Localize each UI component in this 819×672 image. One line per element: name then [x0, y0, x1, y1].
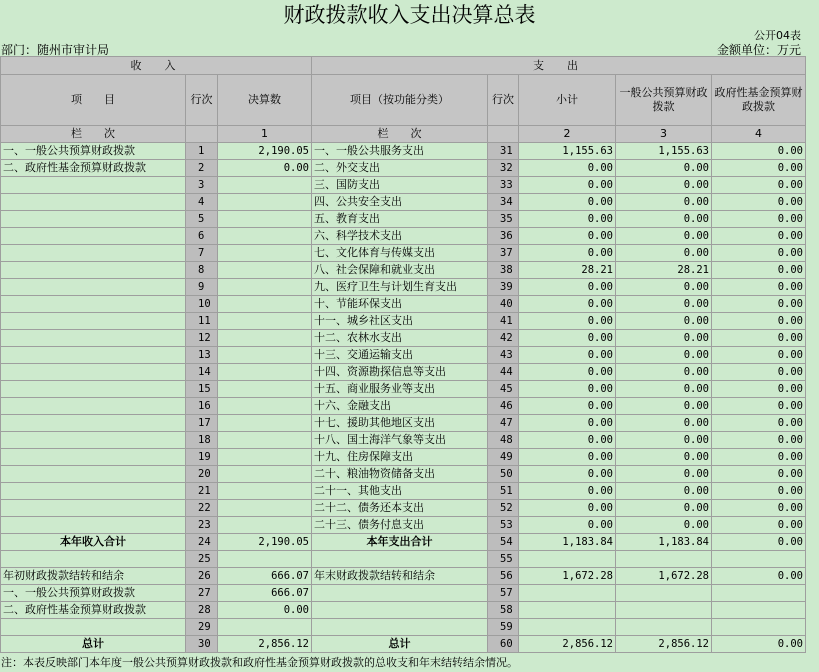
fund-budget-cell: 0.00 [712, 262, 806, 279]
general-budget-cell: 0.00 [616, 449, 712, 466]
fund-budget-cell: 0.00 [712, 398, 806, 415]
income-line-cell: 6 [186, 228, 218, 245]
expense-item-cell: 二十三、债务付息支出 [312, 517, 488, 534]
income-item-cell [1, 500, 186, 517]
general-budget-cell: 0.00 [616, 279, 712, 296]
expense-item-cell: 二十、粮油物资储备支出 [312, 466, 488, 483]
income-line-cell: 11 [186, 313, 218, 330]
income-item-cell [1, 262, 186, 279]
subtotal-cell: 0.00 [519, 279, 616, 296]
expense-item-cell [312, 602, 488, 619]
form-code: 公开04表 [754, 29, 801, 42]
income-item-cell [1, 347, 186, 364]
expense-item-cell: 十三、交通运输支出 [312, 347, 488, 364]
expense-line-cell: 57 [488, 585, 519, 602]
subtotal-cell: 1,672.28 [519, 568, 616, 585]
income-line-cell: 9 [186, 279, 218, 296]
fund-budget-cell: 0.00 [712, 211, 806, 228]
income-line-cell: 16 [186, 398, 218, 415]
income-amount-cell [218, 330, 312, 347]
income-item-cell [1, 415, 186, 432]
subtotal-cell: 0.00 [519, 466, 616, 483]
income-item-cell: 一、一般公共预算财政拨款 [1, 143, 186, 160]
general-budget-cell: 0.00 [616, 211, 712, 228]
income-line-cell: 24 [186, 534, 218, 551]
income-amount-cell [218, 262, 312, 279]
subtotal-cell: 0.00 [519, 160, 616, 177]
table-row [1, 381, 806, 398]
income-amount-cell: 2,856.12 [218, 636, 312, 653]
table-row [1, 330, 806, 347]
expense-line-cell: 32 [488, 160, 519, 177]
unit-label: 金额单位：万元 [716, 43, 801, 57]
footnote: 注：本表反映部门本年度一般公共预算财政拨款和政府性基金预算财政拨款的总收支和年末结转结余情况。 [1, 656, 518, 669]
expense-line-cell: 35 [488, 211, 519, 228]
income-amount-cell: 0.00 [218, 160, 312, 177]
expense-line-cell: 51 [488, 483, 519, 500]
income-amount-cell [218, 432, 312, 449]
expense-item-cell: 六、科学技术支出 [312, 228, 488, 245]
fund-budget-cell: 0.00 [712, 381, 806, 398]
expense-item-cell: 五、教育支出 [312, 211, 488, 228]
expense-line-cell: 47 [488, 415, 519, 432]
general-budget-cell: 0.00 [616, 432, 712, 449]
fund-budget-cell: 0.00 [712, 160, 806, 177]
expense-line-cell: 60 [488, 636, 519, 653]
income-line-cell: 1 [186, 143, 218, 160]
fund-budget-cell: 0.00 [712, 177, 806, 194]
expense-line-cell: 38 [488, 262, 519, 279]
income-item-cell [1, 330, 186, 347]
line2-header: 行次 [488, 75, 519, 126]
expense-item-cell: 十五、商业服务业等支出 [312, 381, 488, 398]
expense-line-cell: 36 [488, 228, 519, 245]
general-budget-cell: 0.00 [616, 313, 712, 330]
subtotal-cell: 0.00 [519, 313, 616, 330]
expense-line-cell: 42 [488, 330, 519, 347]
subtotal-cell: 0.00 [519, 245, 616, 262]
expense-line-cell: 59 [488, 619, 519, 636]
budget-table [0, 56, 806, 653]
subtotal-cell: 0.00 [519, 296, 616, 313]
table-row [1, 347, 806, 364]
col-blank-2 [488, 126, 519, 143]
income-amount-cell [218, 245, 312, 262]
summary-row [1, 636, 806, 653]
expense-item-cell: 十六、金融支出 [312, 398, 488, 415]
table-row [1, 449, 806, 466]
expense-item-cell: 总计 [312, 636, 488, 653]
expense-line-cell: 46 [488, 398, 519, 415]
expense-item-cell [312, 585, 488, 602]
general-budget-cell: 1,155.63 [616, 143, 712, 160]
fund-budget-cell: 0.00 [712, 483, 806, 500]
income-amount-cell [218, 500, 312, 517]
income-line-cell: 30 [186, 636, 218, 653]
table-row [1, 432, 806, 449]
expense-line-cell: 44 [488, 364, 519, 381]
income-amount-cell [218, 347, 312, 364]
subtotal-cell: 0.00 [519, 211, 616, 228]
subtotal-cell [519, 619, 616, 636]
subtotal-cell: 0.00 [519, 330, 616, 347]
expense-line-cell: 31 [488, 143, 519, 160]
income-item-cell [1, 364, 186, 381]
expense-item-cell: 二十一、其他支出 [312, 483, 488, 500]
table-row [1, 500, 806, 517]
col-index-1: 1 [218, 126, 312, 143]
general-budget-cell: 0.00 [616, 398, 712, 415]
income-amount-cell [218, 415, 312, 432]
income-item-cell [1, 398, 186, 415]
income-line-cell: 27 [186, 585, 218, 602]
fund-budget-header: 政府性基金预算财政拨款 [712, 75, 806, 126]
income-item-cell [1, 194, 186, 211]
income-line-cell: 4 [186, 194, 218, 211]
income-line-cell: 19 [186, 449, 218, 466]
expense-line-cell: 33 [488, 177, 519, 194]
fund-budget-cell: 0.00 [712, 245, 806, 262]
general-budget-cell: 0.00 [616, 415, 712, 432]
fund-budget-cell: 0.00 [712, 534, 806, 551]
expense-item-cell: 七、文化体育与传媒支出 [312, 245, 488, 262]
fund-budget-cell [712, 551, 806, 568]
summary-row [1, 551, 806, 568]
fund-budget-cell: 0.00 [712, 228, 806, 245]
expense-item-cell: 九、医疗卫生与计划生育支出 [312, 279, 488, 296]
table-row [1, 398, 806, 415]
subtotal-cell: 0.00 [519, 517, 616, 534]
expense-item-cell: 十四、资源勘探信息等支出 [312, 364, 488, 381]
income-line-cell: 12 [186, 330, 218, 347]
expense-line-cell: 45 [488, 381, 519, 398]
income-amount-cell: 0.00 [218, 602, 312, 619]
income-line-cell: 14 [186, 364, 218, 381]
table-row [1, 228, 806, 245]
income-line-cell: 13 [186, 347, 218, 364]
expense-line-cell: 56 [488, 568, 519, 585]
table-row [1, 262, 806, 279]
income-item-cell: 二、政府性基金预算财政拨款 [1, 602, 186, 619]
fund-budget-cell: 0.00 [712, 279, 806, 296]
table-row [1, 517, 806, 534]
fund-budget-cell: 0.00 [712, 330, 806, 347]
department-label: 部门：随州市审计局 [1, 43, 110, 57]
general-budget-cell: 28.21 [616, 262, 712, 279]
expense-line-cell: 55 [488, 551, 519, 568]
general-budget-cell: 0.00 [616, 296, 712, 313]
fund-budget-cell: 0.00 [712, 296, 806, 313]
income-item-cell [1, 228, 186, 245]
income-item-cell [1, 177, 186, 194]
fund-budget-cell: 0.00 [712, 364, 806, 381]
income-amount-cell [218, 228, 312, 245]
expense-line-cell: 50 [488, 466, 519, 483]
fund-budget-cell [712, 585, 806, 602]
income-item-cell [1, 466, 186, 483]
income-item-cell: 二、政府性基金预算财政拨款 [1, 160, 186, 177]
income-amount-cell [218, 296, 312, 313]
fund-budget-cell [712, 619, 806, 636]
expense-line-cell: 49 [488, 449, 519, 466]
fund-budget-cell: 0.00 [712, 313, 806, 330]
subtotal-cell: 0.00 [519, 177, 616, 194]
income-item-cell [1, 211, 186, 228]
table-row [1, 143, 806, 160]
income-item-cell [1, 296, 186, 313]
expense-line-cell: 41 [488, 313, 519, 330]
subtotal-cell: 0.00 [519, 194, 616, 211]
income-item-cell [1, 619, 186, 636]
expense-line-cell: 43 [488, 347, 519, 364]
general-budget-cell: 0.00 [616, 517, 712, 534]
item-header: 项 目 [1, 75, 186, 126]
subtotal-header: 小计 [519, 75, 616, 126]
income-amount-cell: 666.07 [218, 585, 312, 602]
expense-item-cell: 四、公共安全支出 [312, 194, 488, 211]
fund-budget-cell: 0.00 [712, 415, 806, 432]
general-budget-cell: 0.00 [616, 245, 712, 262]
col-label: 栏 次 [1, 126, 186, 143]
income-line-cell: 22 [186, 500, 218, 517]
subtotal-cell: 28.21 [519, 262, 616, 279]
income-line-cell: 7 [186, 245, 218, 262]
expense-item-cell [312, 551, 488, 568]
general-budget-cell: 0.00 [616, 364, 712, 381]
expense-item-cell: 三、国防支出 [312, 177, 488, 194]
income-item-cell [1, 483, 186, 500]
income-item-cell [1, 279, 186, 296]
fund-budget-cell: 0.00 [712, 500, 806, 517]
general-budget-cell: 0.00 [616, 330, 712, 347]
income-amount-cell [218, 177, 312, 194]
income-line-cell: 2 [186, 160, 218, 177]
income-line-cell: 28 [186, 602, 218, 619]
fund-budget-cell: 0.00 [712, 194, 806, 211]
subtotal-cell: 0.00 [519, 483, 616, 500]
subtotal-cell: 0.00 [519, 449, 616, 466]
summary-row [1, 585, 806, 602]
subtotal-cell: 2,856.12 [519, 636, 616, 653]
general-budget-cell: 0.00 [616, 228, 712, 245]
subtotal-cell: 0.00 [519, 347, 616, 364]
subtotal-cell: 0.00 [519, 398, 616, 415]
table-row [1, 177, 806, 194]
general-budget-cell: 0.00 [616, 381, 712, 398]
summary-row [1, 534, 806, 551]
fund-budget-cell: 0.00 [712, 636, 806, 653]
line-header: 行次 [186, 75, 218, 126]
table-row [1, 483, 806, 500]
income-header: 收 入 [1, 57, 312, 75]
income-amount-cell [218, 466, 312, 483]
subtotal-cell: 0.00 [519, 500, 616, 517]
subtotal-cell [519, 551, 616, 568]
expense-line-cell: 53 [488, 517, 519, 534]
general-budget-cell [616, 619, 712, 636]
general-budget-cell: 0.00 [616, 483, 712, 500]
col-blank [186, 126, 218, 143]
subtotal-cell: 0.00 [519, 228, 616, 245]
fund-budget-cell: 0.00 [712, 347, 806, 364]
expense-line-cell: 58 [488, 602, 519, 619]
expense-item-cell: 十八、国土海洋气象等支出 [312, 432, 488, 449]
expense-line-cell: 40 [488, 296, 519, 313]
col-label-2: 栏 次 [312, 126, 488, 143]
income-amount-cell [218, 364, 312, 381]
general-budget-cell: 1,672.28 [616, 568, 712, 585]
subtotal-cell [519, 602, 616, 619]
income-line-cell: 17 [186, 415, 218, 432]
subtotal-cell: 0.00 [519, 432, 616, 449]
fund-budget-cell: 0.00 [712, 466, 806, 483]
general-budget-cell [616, 602, 712, 619]
general-budget-cell: 1,183.84 [616, 534, 712, 551]
expense-item-cell: 二、外交支出 [312, 160, 488, 177]
income-item-cell [1, 517, 186, 534]
income-line-cell: 25 [186, 551, 218, 568]
general-budget-cell: 2,856.12 [616, 636, 712, 653]
income-item-cell: 总计 [1, 636, 186, 653]
income-line-cell: 18 [186, 432, 218, 449]
table-row [1, 313, 806, 330]
expense-item-cell: 本年支出合计 [312, 534, 488, 551]
income-amount-cell: 2,190.05 [218, 143, 312, 160]
expense-line-cell: 34 [488, 194, 519, 211]
income-amount-cell [218, 279, 312, 296]
general-budget-cell: 0.00 [616, 194, 712, 211]
func-item-header: 项目（按功能分类） [312, 75, 488, 126]
expense-item-cell: 一、一般公共服务支出 [312, 143, 488, 160]
subtotal-cell: 1,155.63 [519, 143, 616, 160]
income-line-cell: 26 [186, 568, 218, 585]
general-budget-cell [616, 551, 712, 568]
table-row [1, 364, 806, 381]
income-item-cell [1, 432, 186, 449]
general-budget-cell: 0.00 [616, 500, 712, 517]
report-title: 财政拨款收入支出决算总表 [283, 3, 536, 27]
income-line-cell: 3 [186, 177, 218, 194]
fund-budget-cell: 0.00 [712, 432, 806, 449]
col-index-2: 2 [519, 126, 616, 143]
subtotal-cell: 0.00 [519, 364, 616, 381]
table-row [1, 211, 806, 228]
subtotal-cell: 0.00 [519, 415, 616, 432]
general-budget-cell: 0.00 [616, 466, 712, 483]
table-row [1, 194, 806, 211]
income-item-cell: 一、一般公共预算财政拨款 [1, 585, 186, 602]
income-item-cell [1, 313, 186, 330]
expense-line-cell: 54 [488, 534, 519, 551]
general-budget-cell: 0.00 [616, 177, 712, 194]
income-amount-cell [218, 619, 312, 636]
expense-item-cell: 年末财政拨款结转和结余 [312, 568, 488, 585]
general-budget-cell [616, 585, 712, 602]
income-line-cell: 29 [186, 619, 218, 636]
table-row [1, 279, 806, 296]
income-item-cell [1, 381, 186, 398]
col-index-3: 3 [616, 126, 712, 143]
subtotal-cell: 1,183.84 [519, 534, 616, 551]
amount-header: 决算数 [218, 75, 312, 126]
income-amount-cell [218, 211, 312, 228]
income-line-cell: 8 [186, 262, 218, 279]
summary-row [1, 602, 806, 619]
table-row [1, 296, 806, 313]
expense-header: 支 出 [312, 57, 806, 75]
income-amount-cell [218, 551, 312, 568]
summary-row [1, 619, 806, 636]
income-line-cell: 15 [186, 381, 218, 398]
income-item-cell [1, 245, 186, 262]
fund-budget-cell: 0.00 [712, 143, 806, 160]
expense-item-cell: 十九、住房保障支出 [312, 449, 488, 466]
income-line-cell: 20 [186, 466, 218, 483]
general-budget-header: 一般公共预算财政拨款 [616, 75, 712, 126]
income-item-cell [1, 551, 186, 568]
expense-item-cell: 十、节能环保支出 [312, 296, 488, 313]
table-row [1, 160, 806, 177]
income-amount-cell [218, 517, 312, 534]
expense-line-cell: 37 [488, 245, 519, 262]
table-row [1, 466, 806, 483]
expense-item-cell [312, 619, 488, 636]
general-budget-cell: 0.00 [616, 347, 712, 364]
expense-item-cell: 二十二、债务还本支出 [312, 500, 488, 517]
general-budget-cell: 0.00 [616, 160, 712, 177]
fund-budget-cell: 0.00 [712, 517, 806, 534]
income-item-cell [1, 449, 186, 466]
expense-item-cell: 十七、援助其他地区支出 [312, 415, 488, 432]
income-amount-cell: 666.07 [218, 568, 312, 585]
subtotal-cell: 0.00 [519, 381, 616, 398]
fund-budget-cell: 0.00 [712, 568, 806, 585]
income-amount-cell [218, 194, 312, 211]
col-index-4: 4 [712, 126, 806, 143]
income-line-cell: 21 [186, 483, 218, 500]
income-item-cell: 年初财政拨款结转和结余 [1, 568, 186, 585]
expense-line-cell: 39 [488, 279, 519, 296]
summary-row [1, 568, 806, 585]
income-amount-cell [218, 313, 312, 330]
income-line-cell: 5 [186, 211, 218, 228]
income-amount-cell [218, 449, 312, 466]
expense-line-cell: 48 [488, 432, 519, 449]
income-amount-cell: 2,190.05 [218, 534, 312, 551]
income-amount-cell [218, 483, 312, 500]
fund-budget-cell: 0.00 [712, 449, 806, 466]
expense-item-cell: 八、社会保障和就业支出 [312, 262, 488, 279]
income-line-cell: 10 [186, 296, 218, 313]
income-item-cell: 本年收入合计 [1, 534, 186, 551]
income-line-cell: 23 [186, 517, 218, 534]
subtotal-cell [519, 585, 616, 602]
table-row [1, 415, 806, 432]
expense-line-cell: 52 [488, 500, 519, 517]
income-amount-cell [218, 381, 312, 398]
expense-item-cell: 十一、城乡社区支出 [312, 313, 488, 330]
table-row [1, 245, 806, 262]
fund-budget-cell [712, 602, 806, 619]
expense-item-cell: 十二、农林水支出 [312, 330, 488, 347]
income-amount-cell [218, 398, 312, 415]
